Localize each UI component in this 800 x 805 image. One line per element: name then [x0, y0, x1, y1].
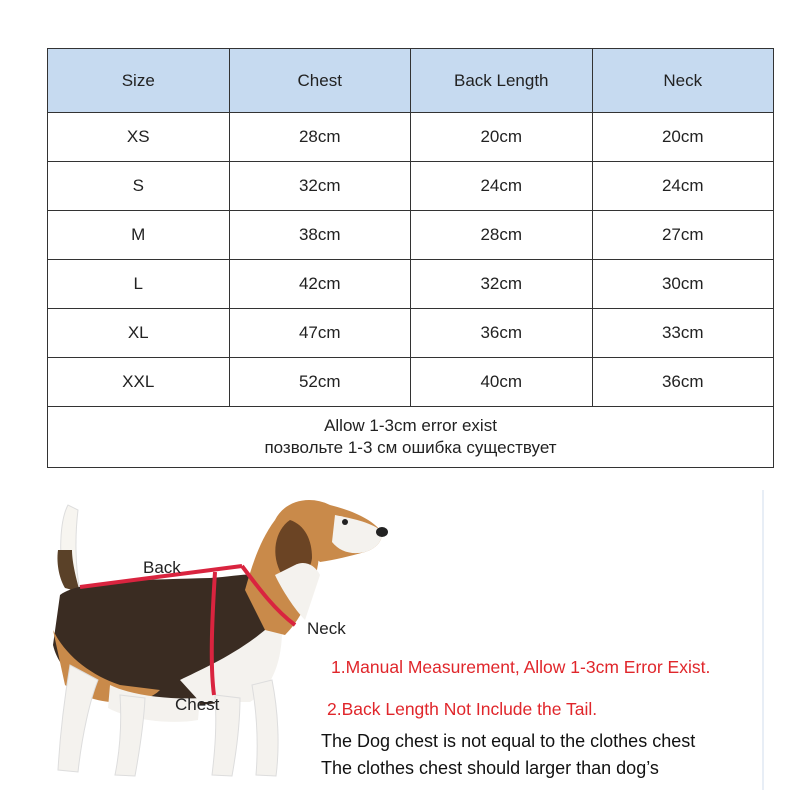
- cell-neck: 36cm: [592, 358, 774, 407]
- header-back-length: Back Length: [411, 49, 593, 113]
- table-row: [48, 211, 774, 260]
- cell-chest: 42cm: [229, 260, 411, 309]
- cell-back-length: 32cm: [411, 260, 593, 309]
- cell-size: XL: [48, 309, 230, 358]
- cell-neck: 20cm: [592, 113, 774, 162]
- back-label: Back: [143, 558, 181, 577]
- cell-size: XS: [48, 113, 230, 162]
- beagle-image: [20, 480, 420, 800]
- cell-back-length: 24cm: [411, 162, 593, 211]
- chest-larger-note: The clothes chest should larger than dog’s: [321, 758, 659, 778]
- chest-equal-note: The Dog chest is not equal to the clothes chest: [321, 731, 696, 751]
- cell-back-length: 40cm: [411, 358, 593, 407]
- cell-neck: 24cm: [592, 162, 774, 211]
- error-note-russian: позвольте 1-3 см ошибка существует: [264, 438, 557, 457]
- cell-neck: 33cm: [592, 309, 774, 358]
- cell-chest: 47cm: [229, 309, 411, 358]
- dog-measurement-illustration: [20, 480, 420, 800]
- table-row: [48, 162, 774, 211]
- table-row: [48, 260, 774, 309]
- cell-chest: 32cm: [229, 162, 411, 211]
- header-neck: Neck: [592, 49, 774, 113]
- divider-line: [762, 490, 764, 790]
- cell-chest: 52cm: [229, 358, 411, 407]
- neck-label: Neck: [307, 619, 346, 638]
- cell-back-length: 36cm: [411, 309, 593, 358]
- header-size: Size: [48, 49, 230, 113]
- chest-label: Chest: [175, 695, 220, 714]
- back-length-note: 2.Back Length Not Include the Tail.: [327, 699, 598, 719]
- table-note-row: [48, 407, 774, 468]
- size-chart-table: [47, 48, 774, 468]
- header-chest: Chest: [229, 49, 411, 113]
- manual-measurement-note: 1.Manual Measurement, Allow 1-3cm Error Exist.: [331, 657, 711, 677]
- cell-neck: 27cm: [592, 211, 774, 260]
- cell-size: M: [48, 211, 230, 260]
- table-row: [48, 358, 774, 407]
- cell-neck: 30cm: [592, 260, 774, 309]
- cell-back-length: 28cm: [411, 211, 593, 260]
- cell-size: XXL: [48, 358, 230, 407]
- cell-chest: 38cm: [229, 211, 411, 260]
- cell-size: L: [48, 260, 230, 309]
- table-row: [48, 309, 774, 358]
- cell-chest: 28cm: [229, 113, 411, 162]
- error-note-cell: [48, 407, 774, 468]
- cell-size: S: [48, 162, 230, 211]
- table-header-row: [48, 49, 774, 113]
- cell-back-length: 20cm: [411, 113, 593, 162]
- error-note-english: Allow 1-3cm error exist: [324, 416, 497, 435]
- table-row: [48, 113, 774, 162]
